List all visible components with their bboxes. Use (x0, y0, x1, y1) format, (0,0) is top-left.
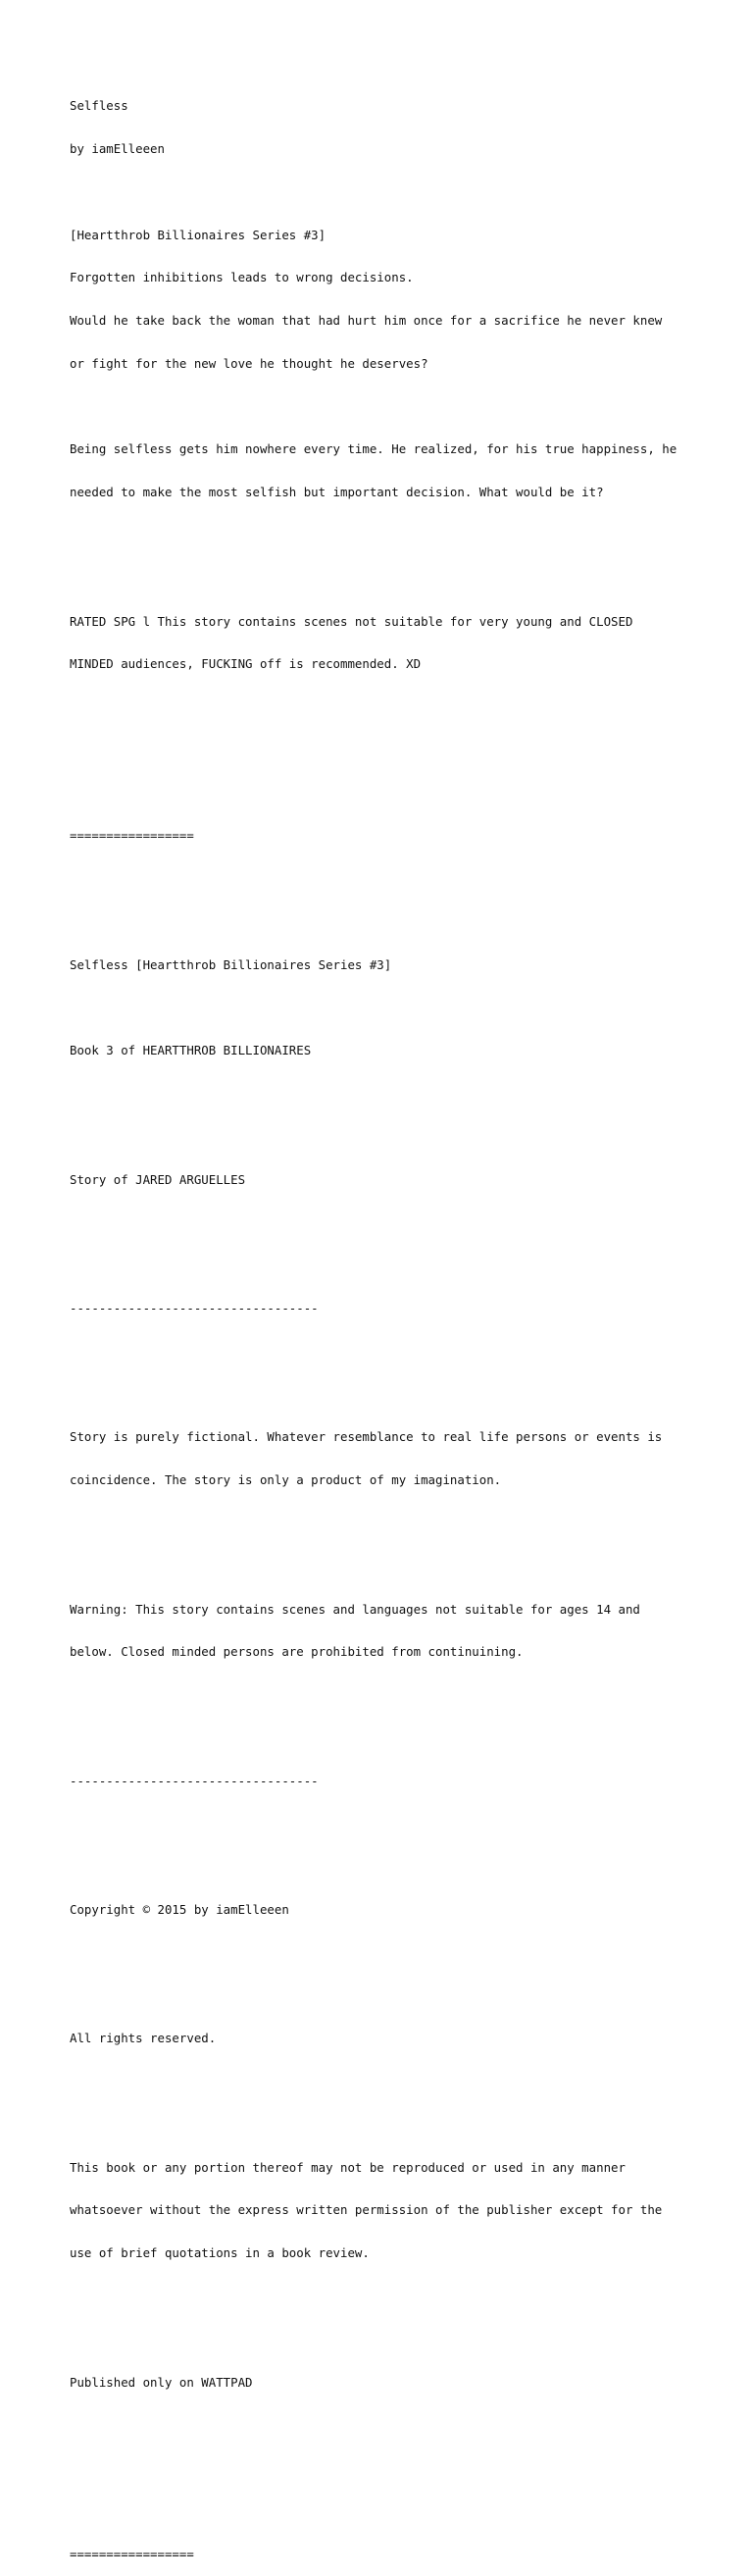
separator-dashes: ---------------------------------- (70, 1301, 319, 1316)
disclaimer-line: Story is purely fictional. Whatever resemblance to real life persons or events is (70, 1429, 663, 1445)
rating-line: RATED SPG l This story contains scenes not suitable for very young and CLOSED (70, 613, 633, 629)
spacer (70, 572, 697, 587)
spacer (70, 529, 697, 543)
spacer (70, 872, 697, 887)
document-title: Selfless (70, 98, 128, 114)
spacer (70, 1517, 697, 1531)
spacer (70, 2461, 697, 2476)
blurb-line: Would he take back the woman that had hurt him once for a sacrifice he never knew (70, 313, 663, 329)
spacer (70, 2504, 697, 2519)
spacer (70, 2333, 697, 2347)
warning-line: Warning: This story contains scenes and languages not suitable for ages 14 and (70, 1601, 640, 1617)
separator-equals: ================= (70, 828, 194, 844)
spacer (70, 1002, 697, 1016)
published-line: Published only on WATTPAD (70, 2374, 253, 2390)
blurb2-line: Being selfless gets him nowhere every time. He realized, for his true happiness, he (70, 441, 678, 457)
warning-line: below. Closed minded persons are prohibited from continuining. (70, 1644, 524, 1660)
spacer (70, 1731, 697, 1746)
spacer (70, 744, 697, 758)
blurb2-line: needed to make the most selfish but important decision. What would be it? (70, 485, 604, 500)
spacer (70, 2290, 697, 2304)
permission-line: This book or any portion thereof may not be reproduced or used in any manner (70, 2159, 626, 2175)
spacer (70, 700, 697, 715)
spacer (70, 1130, 697, 1145)
spacer (70, 1087, 697, 1102)
spacer (70, 1860, 697, 1875)
blurb-line: Forgotten inhibitions leads to wrong decisions. (70, 270, 414, 285)
spacer (70, 1946, 697, 1961)
spacer (70, 1345, 697, 1360)
spacer (70, 787, 697, 801)
rights-line: All rights reserved. (70, 2031, 217, 2046)
spacer (70, 1688, 697, 1703)
copyright-line: Copyright © 2015 by iamElleeen (70, 1902, 289, 1917)
spacer (70, 1560, 697, 1574)
permission-line: whatsoever without the express written permission of the publisher except for the (70, 2202, 663, 2218)
blurb-line: or fight for the new love he thought he deserves? (70, 355, 428, 371)
spacer (70, 1817, 697, 1831)
spacer (70, 400, 697, 415)
separator-equals: ================= (70, 2546, 194, 2561)
spacer (70, 2075, 697, 2089)
spacer (70, 2418, 697, 2433)
rating-line: MINDED audiences, FUCKING off is recommended. XD (70, 656, 422, 672)
spacer (70, 1989, 697, 2004)
spacer (70, 915, 697, 930)
spacer (70, 1388, 697, 1403)
series-line: [Heartthrob Billionaires Series #3] (70, 227, 326, 242)
full-title: Selfless [Heartthrob Billionaires Series #3] (70, 956, 392, 972)
spacer (70, 185, 697, 200)
author-line: by iamElleeen (70, 140, 165, 156)
spacer (70, 1259, 697, 1273)
separator-dashes: ---------------------------------- (70, 1773, 319, 1788)
book-line: Book 3 of HEARTTHROB BILLIONAIRES (70, 1043, 312, 1058)
document-page (70, 71, 697, 2576)
disclaimer-line: coincidence. The story is only a product of my imagination. (70, 1472, 502, 1488)
spacer (70, 2118, 697, 2133)
permission-line: use of brief quotations in a book review. (70, 2245, 370, 2261)
spacer (70, 1216, 697, 1231)
story-of-line: Story of JARED ARGUELLES (70, 1171, 246, 1187)
